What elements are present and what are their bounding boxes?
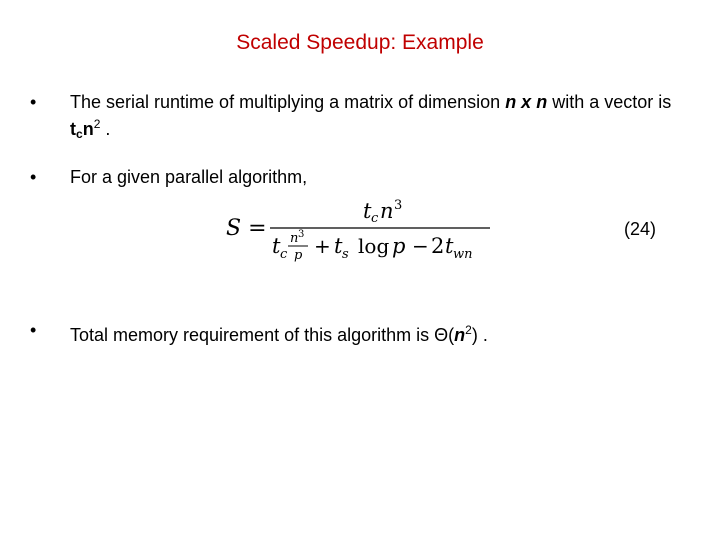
numerator-n-exponent: 3 — [394, 198, 403, 213]
n-symbol: n — [454, 325, 466, 345]
equation-number: (24) — [624, 219, 657, 239]
bullet-text-part: . — [100, 119, 111, 139]
bullet-text-part: Total memory requirement of this algorithm is Θ( — [70, 325, 455, 345]
speedup-equation — [220, 196, 510, 266]
denominator-t-subscript: c — [280, 247, 288, 262]
denominator-two: 2 — [431, 234, 445, 258]
inner-fraction-n: n — [290, 231, 299, 246]
denominator-p: p — [392, 234, 406, 258]
numerator-n: n — [380, 199, 394, 223]
slide-title: Scaled Speedup: Example — [236, 31, 484, 54]
bullet-dot: • — [30, 92, 37, 112]
numerator-t: t — [363, 199, 372, 223]
n-symbol: n — [82, 119, 94, 139]
denominator-tw-subscript: wn — [453, 247, 473, 262]
inner-fraction-p: p — [294, 248, 303, 263]
tc-subscript: c — [76, 127, 83, 141]
tc-symbol: t — [70, 119, 76, 139]
n-exponent: 2 — [465, 323, 472, 337]
denominator-tw: t — [445, 234, 454, 258]
bullet-dot: • — [30, 167, 37, 187]
equation-lhs: S = — [226, 216, 267, 241]
bullet-serial-runtime — [30, 91, 680, 145]
denominator-t: t — [272, 234, 281, 258]
bullet-parallel-algorithm — [30, 166, 680, 188]
bullet-dot: • — [30, 320, 37, 340]
bullet-text-part: with a vector is — [547, 92, 672, 112]
denominator-plus: + — [314, 234, 331, 258]
denominator-minus: − — [412, 234, 429, 258]
bullet-text — [70, 319, 680, 346]
denominator-log: log — [358, 234, 390, 258]
bullet-text: For a given parallel algorithm, — [70, 167, 308, 187]
bullet-memory-requirement — [30, 319, 680, 346]
inner-fraction-n-exponent: 3 — [298, 229, 305, 240]
n-exponent: 2 — [93, 117, 101, 131]
denominator-ts: t — [334, 234, 343, 258]
bullet-text-part: The serial runtime of multiplying a matrix of dimension — [70, 92, 506, 112]
matrix-dimension: n x n — [505, 92, 548, 112]
bullet-text — [70, 91, 680, 145]
denominator-ts-subscript: s — [342, 247, 349, 262]
numerator-t-subscript: c — [371, 211, 379, 226]
bullet-text-part: ) . — [471, 325, 488, 345]
